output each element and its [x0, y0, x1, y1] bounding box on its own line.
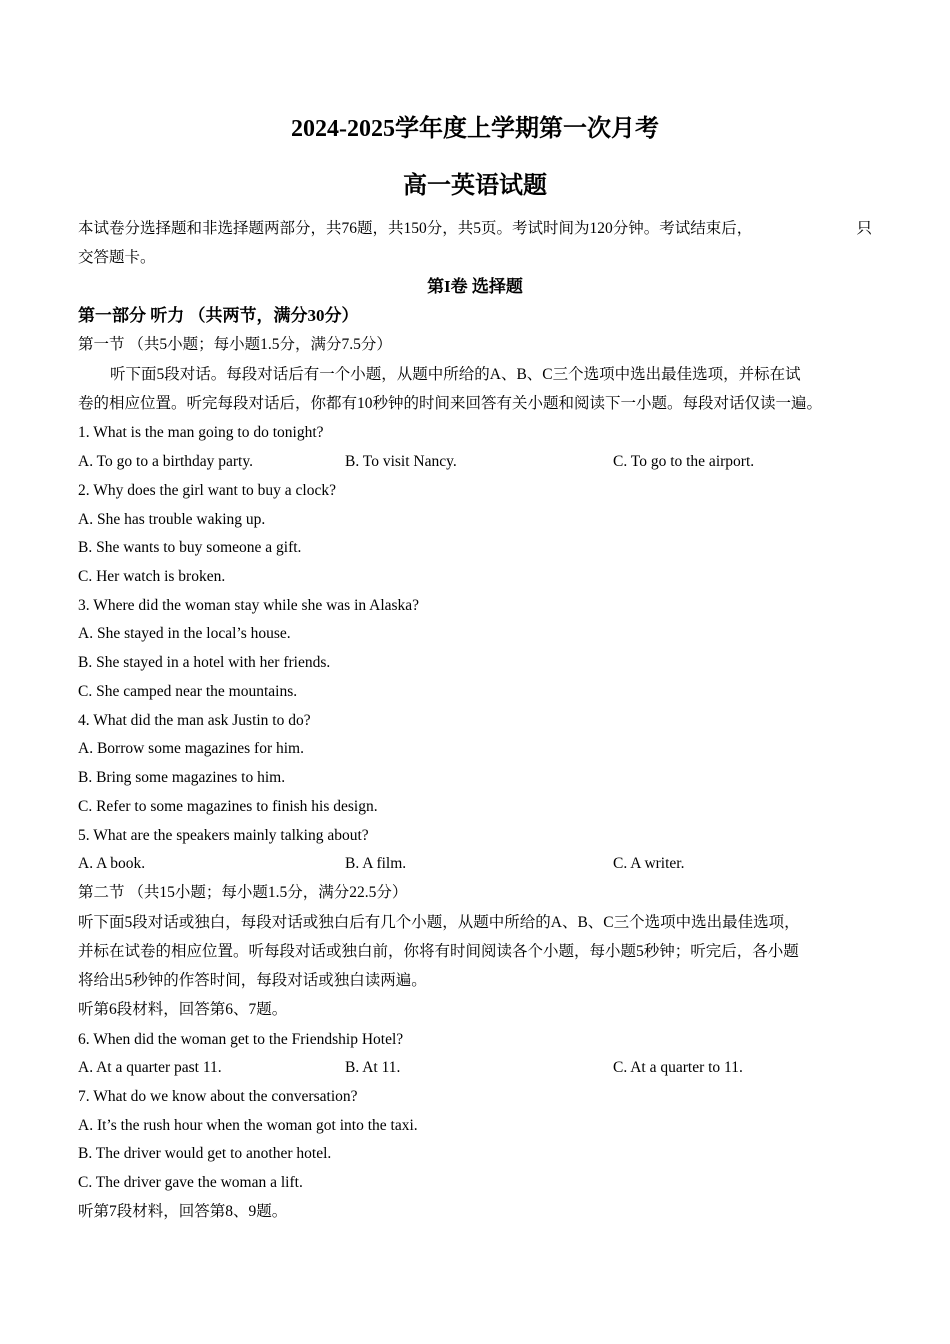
option-b: B. To visit Nancy.: [345, 453, 457, 470]
option-a: A. She has trouble waking up.: [78, 511, 266, 528]
question-stem: 5. What are the speakers mainly talking about?: [78, 827, 369, 844]
option-b: B. A film.: [345, 855, 407, 872]
question-stem: 1. What is the man going to do tonight?: [78, 424, 324, 441]
option-a: A. At a quarter past 11.: [78, 1059, 222, 1076]
option-c: C. To go to the airport.: [613, 453, 755, 470]
option-a: A. To go to a birthday party.: [78, 453, 253, 470]
option-b: B. The driver would get to another hotel.: [78, 1145, 332, 1162]
section1-instructions-1: 听下面5段对话。每段对话后有一个小题，从题中所给的A、B、C三个选项中选出最佳选项，并标在试: [110, 366, 801, 383]
question-stem: 7. What do we know about the conversation?: [78, 1088, 358, 1105]
part1-title: 第一部分 听力 （共两节，满分30分）: [78, 306, 359, 325]
volume-title: 第I卷 选择题: [427, 277, 523, 296]
section2-instructions-1: 听下面5段对话或独白，每段对话或独白后有几个小题，从题中所给的A、B、C三个选项中选出最佳选项，: [78, 914, 800, 931]
exam-title: 2024-2025学年度上学期第一次月考: [291, 116, 659, 142]
intro-tail: 只: [856, 220, 872, 237]
section1-title: 第一节 （共5小题；每小题1.5分，满分7.5分）: [78, 336, 392, 353]
section2-title: 第二节 （共15小题；每小题1.5分，满分22.5分）: [78, 884, 408, 901]
option-a: A. Borrow some magazines for him.: [78, 740, 304, 757]
intro-text: 本试卷分选择题和非选择题两部分，共76题，共150分，共5页。考试时间为120分钟。考试结束后，: [78, 220, 753, 237]
question-stem: 2. Why does the girl want to buy a clock?: [78, 482, 336, 499]
subject-title: 高一英语试题: [403, 173, 547, 199]
intro-line-2: 交答题卡。: [78, 249, 156, 266]
intro-line-1: [78, 219, 872, 239]
option-a: A. She stayed in the local’s house.: [78, 625, 291, 642]
option-b: B. She wants to buy someone a gift.: [78, 539, 302, 556]
option-c: C. At a quarter to 11.: [613, 1059, 743, 1076]
option-b: B. At 11.: [345, 1059, 401, 1076]
option-c: C. The driver gave the woman a lift.: [78, 1174, 303, 1191]
option-c: C. She camped near the mountains.: [78, 683, 298, 700]
material-prompt: 听第6段材料，回答第6、7题。: [78, 1001, 288, 1018]
option-c: C. A writer.: [613, 855, 685, 872]
material-prompt: 听第7段材料，回答第8、9题。: [78, 1203, 288, 1220]
option-c: C. Refer to some magazines to finish his design.: [78, 798, 378, 815]
option-b: B. She stayed in a hotel with her friends.: [78, 654, 331, 671]
section2-instructions-2: 并标在试卷的相应位置。听每段对话或独白前，你将有时间阅读各个小题，每小题5秒钟；听完后，各小题: [78, 943, 799, 960]
option-b: B. Bring some magazines to him.: [78, 769, 286, 786]
question-stem: 6. When did the woman get to the Friendship Hotel?: [78, 1031, 404, 1048]
question-stem: 3. Where did the woman stay while she was in Alaska?: [78, 597, 420, 614]
option-c: C. Her watch is broken.: [78, 568, 226, 585]
option-a: A. It’s the rush hour when the woman got into the taxi.: [78, 1117, 418, 1134]
section1-instructions-2: 卷的相应位置。听完每段对话后，你都有10秒钟的时间来回答有关小题和阅读下一小题。每段对话仅读一遍。: [78, 395, 823, 412]
question-stem: 4. What did the man ask Justin to do?: [78, 712, 311, 729]
section2-instructions-3: 将给出5秒钟的作答时间，每段对话或独白读两遍。: [78, 972, 427, 989]
option-a: A. A book.: [78, 855, 146, 872]
